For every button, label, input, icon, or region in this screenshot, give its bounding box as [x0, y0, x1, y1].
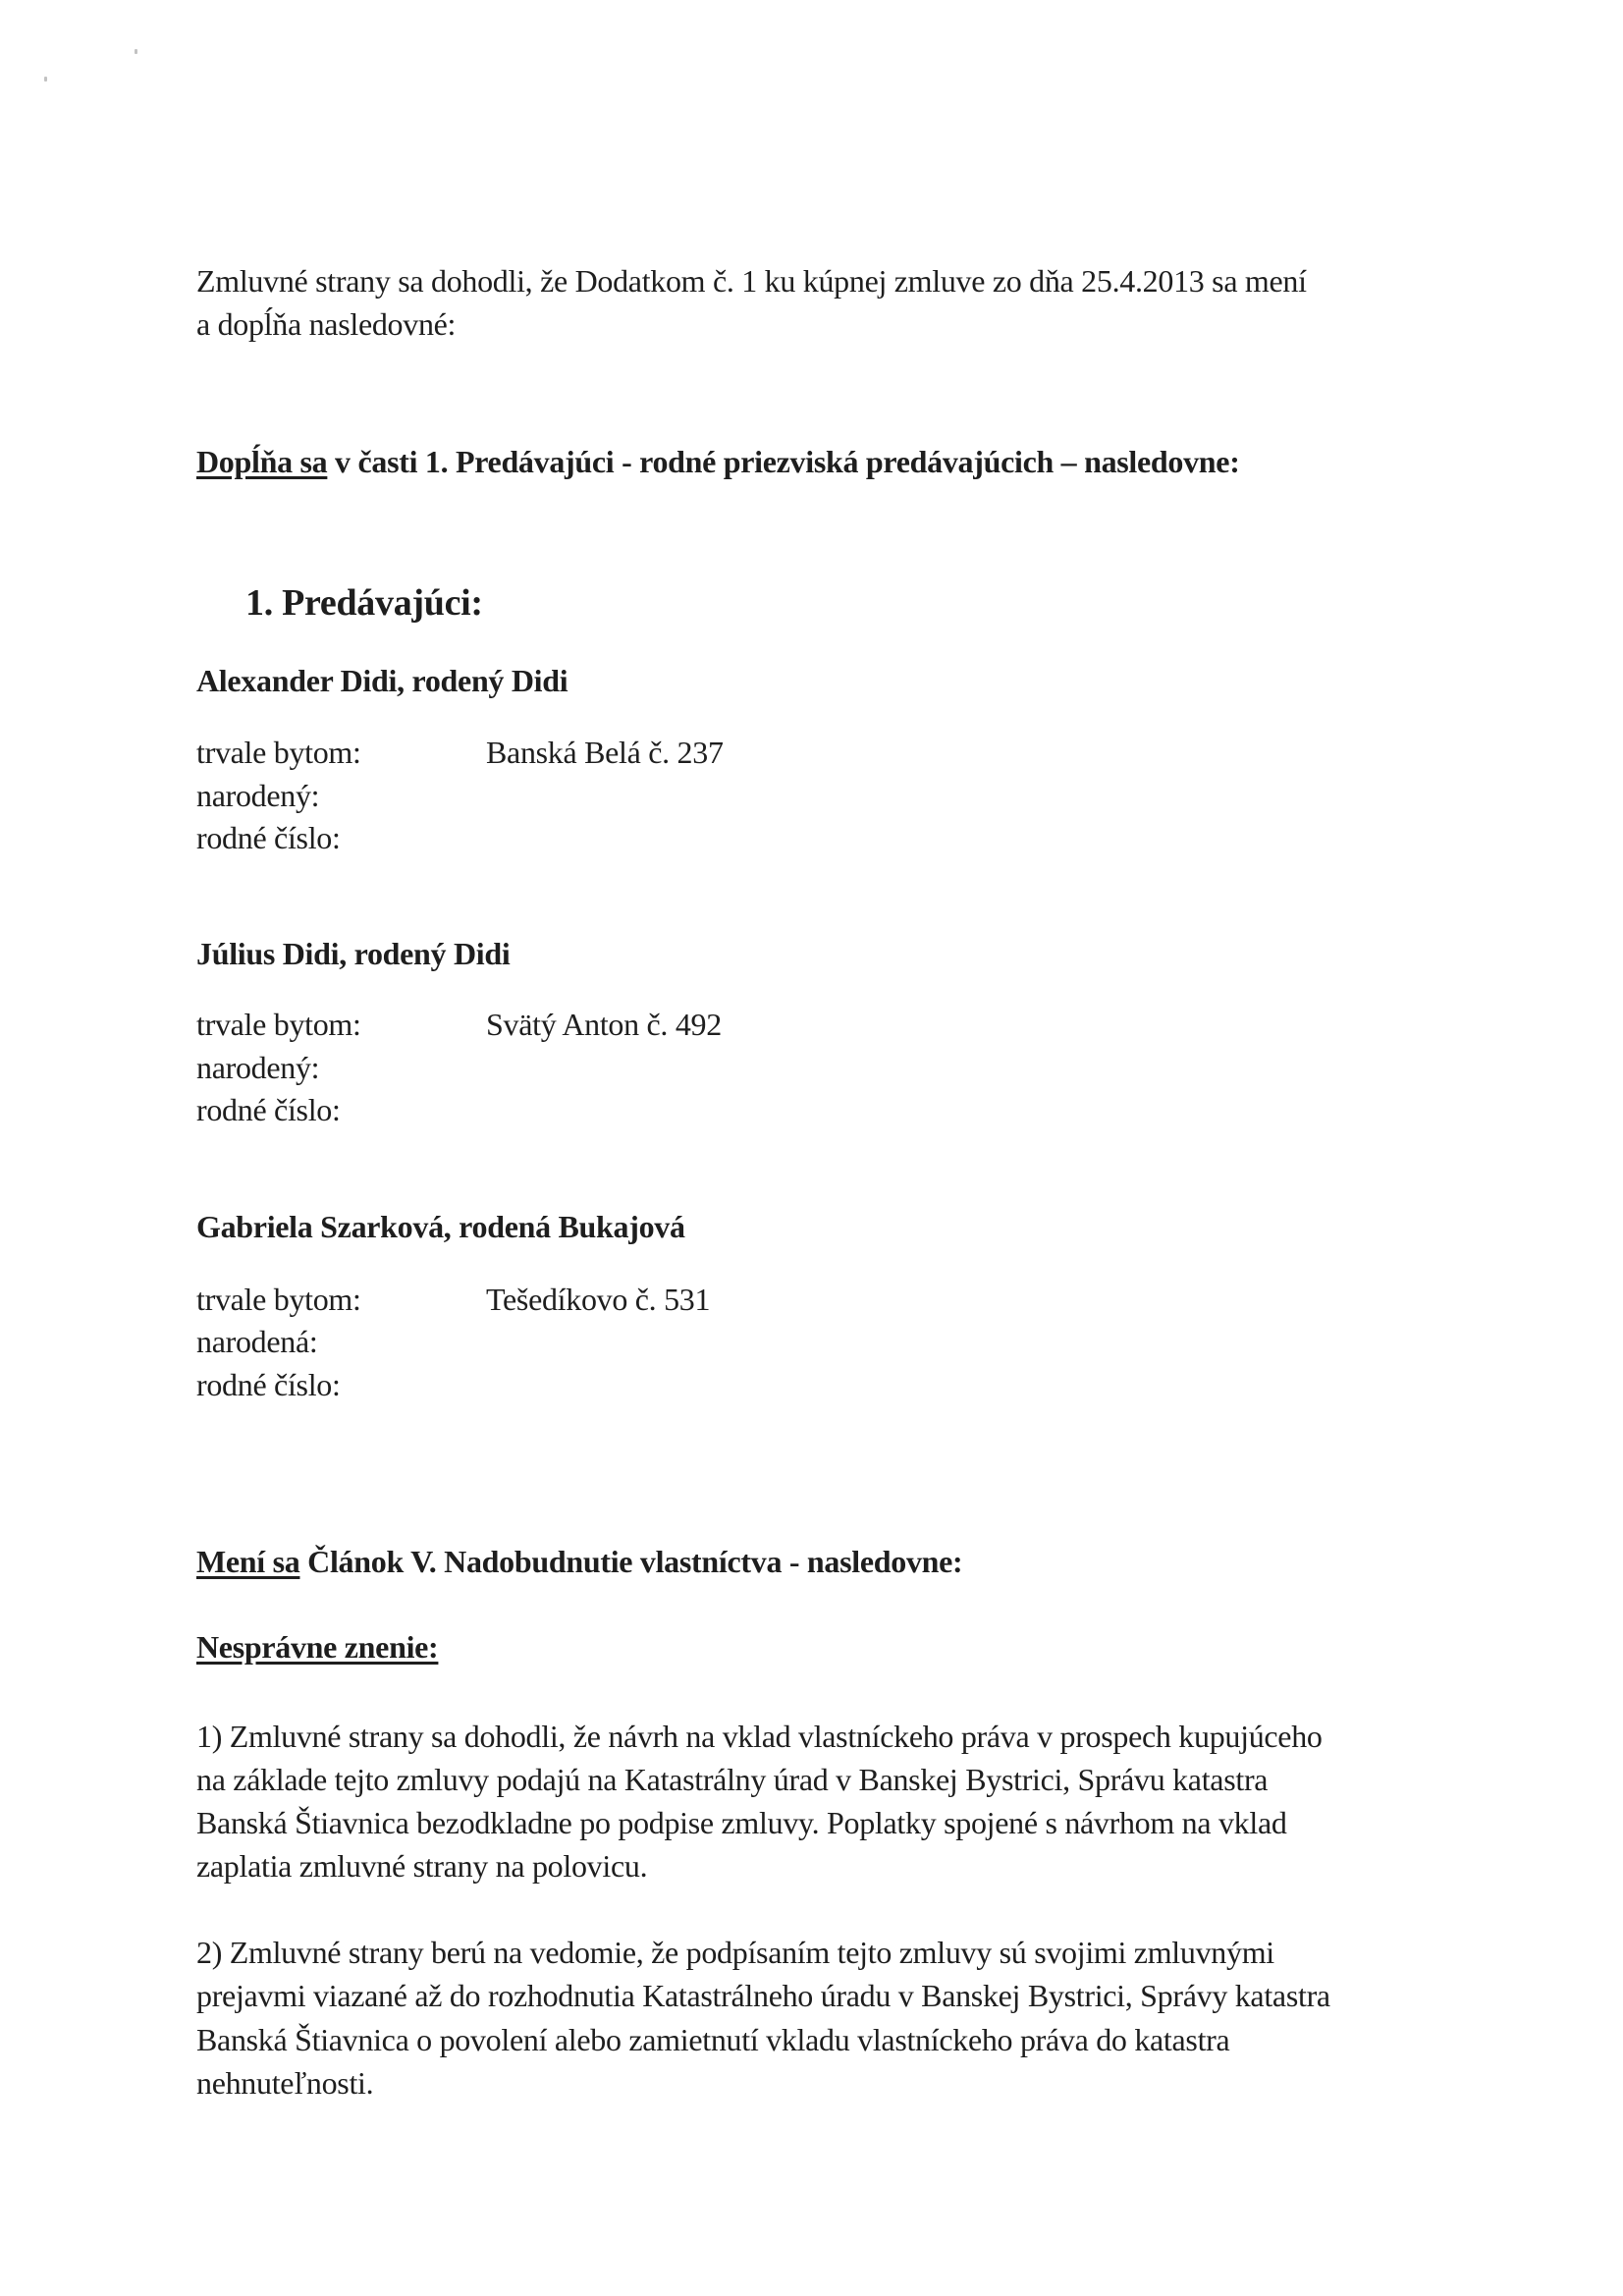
intro-line: a dopĺňa nasledovné: [196, 306, 457, 342]
person-name: Július Didi, rodený Didi [196, 936, 511, 971]
id-number-label: rodné číslo: [196, 1092, 341, 1127]
person-name: Alexander Didi, rodený Didi [196, 663, 568, 698]
born-label: narodený: [196, 1050, 320, 1085]
section-heading-underlined: Mení sa [196, 1544, 300, 1579]
address-value: Banská Belá č. 237 [486, 735, 724, 770]
born-label: narodená: [196, 1324, 318, 1359]
address-label: trvale bytom: [196, 735, 361, 770]
scan-speck [135, 49, 137, 54]
paragraph-line: zaplatia zmluvné strany na polovicu. [196, 1848, 648, 1884]
intro-line: Zmluvné strany sa dohodli, že Dodatkom č. 1 ku kúpnej zmluve zo dňa 25.4.2013 sa mení [196, 263, 1307, 299]
paragraph-line: Banská Štiavnica bezodkladne po podpise zmluvy. Poplatky spojené s návrhom na vklad [196, 1805, 1287, 1840]
section-heading-text: v časti 1. Predávajúci - rodné priezviská predávajúcich – nasledovne: [327, 444, 1240, 479]
section-heading-underlined: Dopĺňa sa [196, 444, 328, 479]
scan-speck [44, 77, 47, 82]
sellers-subheading: 1. Predávajúci: [245, 582, 483, 624]
paragraph-line: nehnuteľnosti. [196, 2065, 374, 2101]
paragraph-line: Banská Štiavnica o povolení alebo zamietnutí vkladu vlastníckeho práva do katastra [196, 2022, 1230, 2057]
born-label: narodený: [196, 778, 320, 813]
incorrect-wording-heading: Nesprávne znenie: [196, 1629, 439, 1665]
paragraph-line: 1) Zmluvné strany sa dohodli, že návrh na vklad vlastníckeho práva v prospech kupujúceho [196, 1719, 1323, 1754]
section-heading-dopln [196, 442, 1240, 481]
address-row [196, 733, 361, 772]
address-value: Svätý Anton č. 492 [486, 1007, 722, 1042]
paragraph-line: prejavmi viazané až do rozhodnutia Katastrálneho úradu v Banskej Bystrici, Správy katastra [196, 1978, 1330, 2013]
section-heading-text: Článok V. Nadobudnutie vlastníctva - nasledovne: [299, 1544, 963, 1579]
address-label: trvale bytom: [196, 1282, 361, 1317]
paragraph-line: na základe tejto zmluvy podajú na Katastrálny úrad v Banskej Bystrici, Správu katastra [196, 1762, 1269, 1797]
person-name: Gabriela Szarková, rodená Bukajová [196, 1209, 685, 1244]
id-number-label: rodné číslo: [196, 820, 341, 855]
address-label: trvale bytom: [196, 1007, 361, 1042]
id-number-label: rodné číslo: [196, 1367, 341, 1402]
paragraph-line: 2) Zmluvné strany berú na vedomie, že podpísaním tejto zmluvy sú svojimi zmluvnými [196, 1935, 1274, 1970]
address-value: Tešedíkovo č. 531 [486, 1282, 711, 1317]
section-heading-meni [196, 1542, 962, 1581]
